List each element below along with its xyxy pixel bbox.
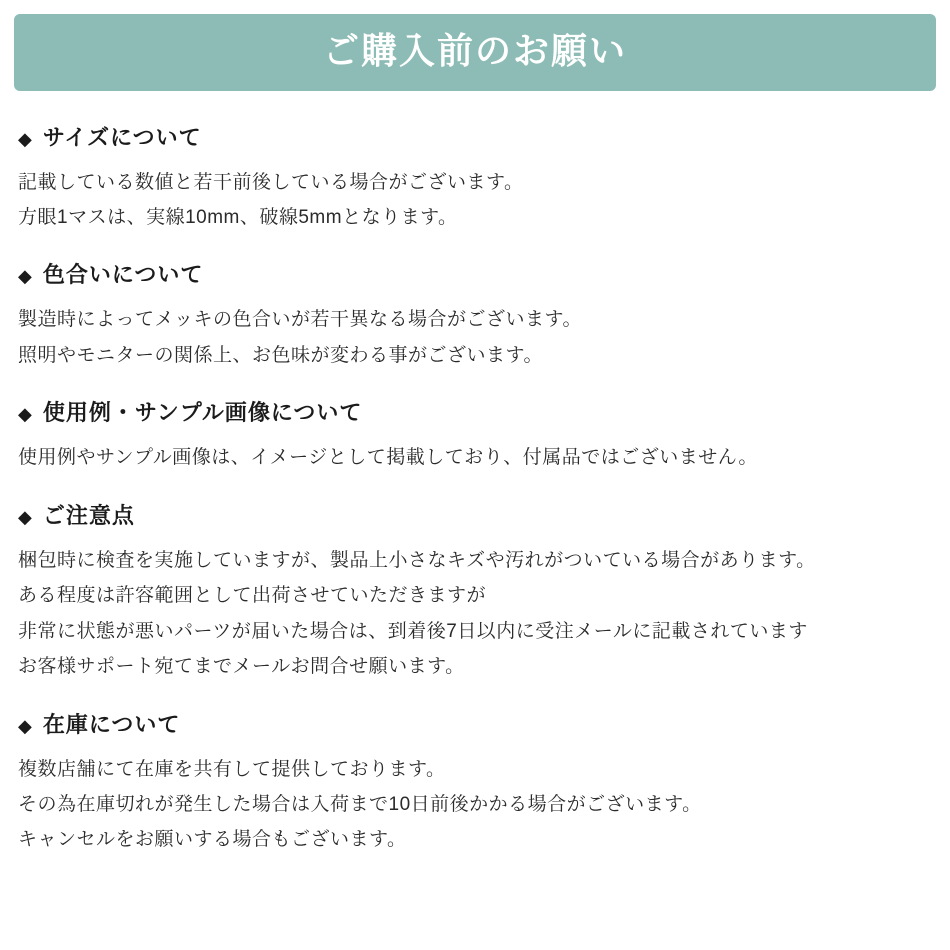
section-size: [18, 121, 932, 233]
section-stock-body: [18, 755, 932, 855]
section-stock-line-1: 複数店舗にて在庫を共有して提供しております。: [18, 758, 446, 780]
section-sample-image-line-1: 使用例やサンプル画像は、イメージとして掲載しており、付属品ではございません。: [18, 447, 758, 469]
section-sample-image-heading: [18, 396, 932, 427]
page-title: ご購入前のお願い: [322, 30, 627, 71]
notice-content: [14, 121, 936, 855]
section-stock: [18, 708, 932, 855]
diamond-icon: ◆: [18, 715, 33, 736]
section-size-body: [18, 168, 932, 233]
section-caution-heading: [18, 499, 932, 530]
section-caution-line-4: お客様サポート宛てまでメールお問合せ願います。: [18, 656, 465, 678]
section-sample-image-body: [18, 443, 932, 472]
section-color-line-2: 照明やモニターの関係上、お色味が変わる事がございます。: [18, 344, 543, 366]
page-banner: [14, 14, 936, 91]
section-caution-line-1: 梱包時に検査を実施していますが、製品上小さなキズや汚れがついている場合があります。: [18, 549, 816, 571]
section-stock-line-3: キャンセルをお願いする場合もございます。: [18, 829, 407, 851]
section-stock-line-2: その為在庫切れが発生した場合は入荷まで10日前後かかる場合がございます。: [18, 793, 702, 815]
section-color-heading: [18, 258, 932, 289]
section-caution: [18, 499, 932, 682]
section-size-heading: [18, 121, 932, 152]
section-size-line-2: 方眼1マスは、実線10mm、破線5mmとなります。: [18, 207, 458, 229]
section-color-body: [18, 305, 932, 370]
section-caution-body: [18, 546, 932, 682]
diamond-icon: ◆: [18, 128, 33, 149]
section-sample-image-heading-label: 使用例・サンプル画像について: [42, 400, 363, 426]
section-caution-line-2: ある程度は許容範囲として出荷させていただきますが: [18, 585, 487, 607]
section-size-line-1: 記載している数値と若干前後している場合がございます。: [18, 171, 524, 193]
diamond-icon: ◆: [18, 266, 33, 287]
section-stock-heading-label: 在庫について: [42, 711, 181, 737]
section-sample-image: [18, 396, 932, 472]
diamond-icon: ◆: [18, 506, 33, 527]
section-stock-heading: [18, 708, 932, 739]
section-size-heading-label: サイズについて: [42, 124, 202, 150]
section-color-line-1: 製造時によってメッキの色合いが若干異なる場合がございます。: [18, 309, 582, 331]
diamond-icon: ◆: [18, 404, 33, 425]
section-color: [18, 258, 932, 370]
section-color-heading-label: 色合いについて: [42, 262, 204, 288]
section-caution-line-3: 非常に状態が悪いパーツが届いた場合は、到着後7日以内に受注メールに記載されています: [18, 620, 808, 642]
section-caution-heading-label: ご注意点: [42, 502, 135, 528]
